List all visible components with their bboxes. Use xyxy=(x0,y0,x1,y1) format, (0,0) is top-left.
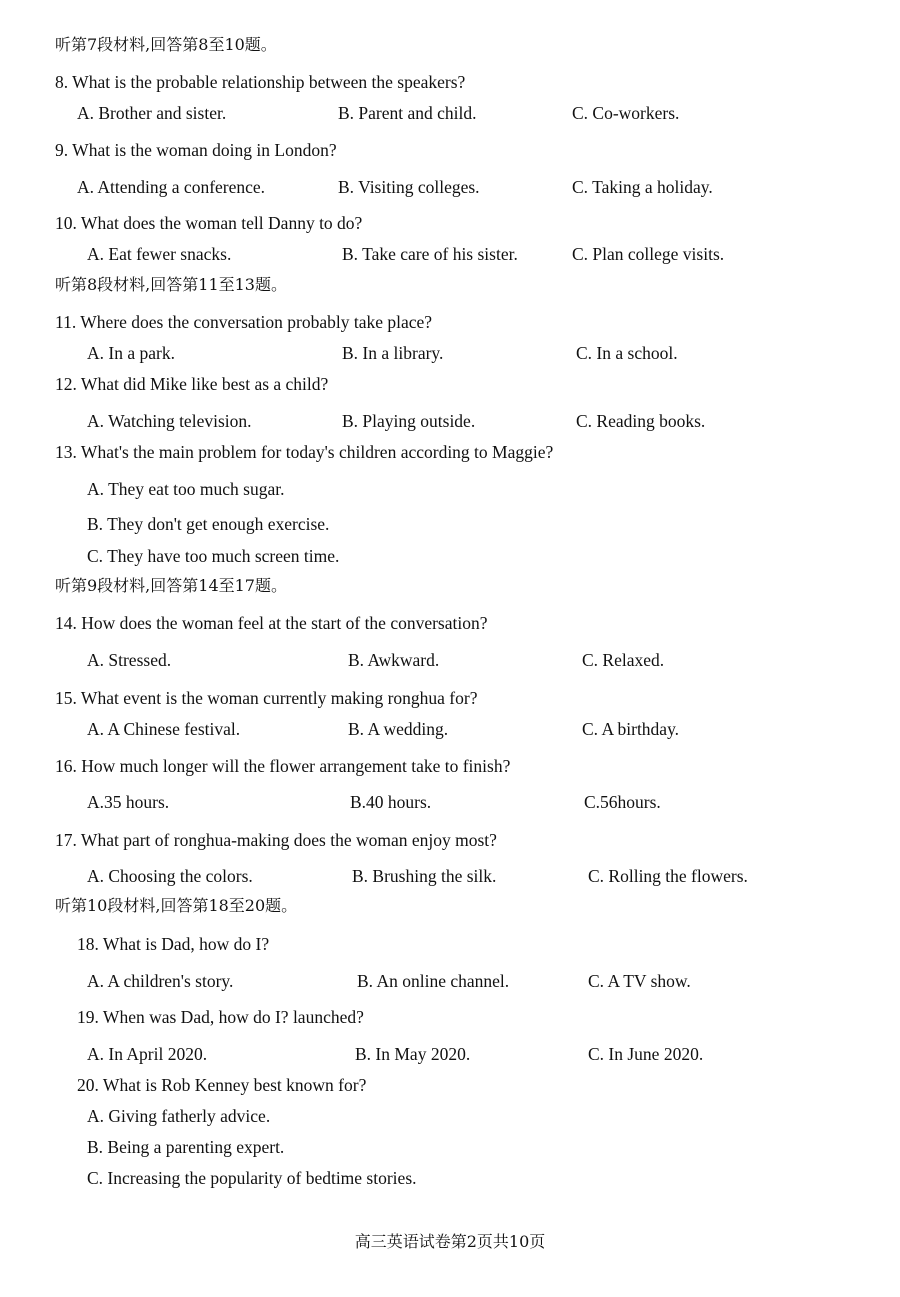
question-13: 13. What's the main problem for today's children according to Maggie? xyxy=(55,442,554,462)
option-a: A. Eat fewer snacks. xyxy=(87,244,232,264)
option-a: A. Watching television. xyxy=(87,411,252,431)
option-c: C. They have too much screen time. xyxy=(87,546,340,566)
option-a: A. They eat too much sugar. xyxy=(87,479,285,499)
option-a: A. A Chinese festival. xyxy=(87,719,241,739)
option-b: B.40 hours. xyxy=(350,792,432,812)
question-11: 11. Where does the conversation probably take place? xyxy=(55,312,433,332)
section-heading: 听第8段材料,回答第11至13题。 xyxy=(55,275,287,294)
option-c: C. Rolling the flowers. xyxy=(588,866,748,886)
question-16: 16. How much longer will the flower arrangement take to finish? xyxy=(55,756,511,776)
question-18: 18. What is Dad, how do I? xyxy=(77,934,270,954)
question-17: 17. What part of ronghua-making does the woman enjoy most? xyxy=(55,830,497,850)
question-8: 8. What is the probable relationship between the speakers? xyxy=(55,72,466,92)
option-b: B. Brushing the silk. xyxy=(352,866,497,886)
section-heading: 听第7段材料,回答第8至10题。 xyxy=(55,35,277,54)
option-b: B. They don't get enough exercise. xyxy=(87,514,330,534)
option-b: B. An online channel. xyxy=(357,971,510,991)
question-20: 20. What is Rob Kenney best known for? xyxy=(77,1075,367,1095)
option-b: B. In a library. xyxy=(342,343,444,363)
option-c: C. Reading books. xyxy=(576,411,706,431)
question-9: 9. What is the woman doing in London? xyxy=(55,140,337,160)
option-c: C. In June 2020. xyxy=(588,1044,704,1064)
option-b: B. Playing outside. xyxy=(342,411,476,431)
option-c: C. Co-workers. xyxy=(572,103,680,123)
option-b: B. A wedding. xyxy=(348,719,449,739)
option-a: A. Giving fatherly advice. xyxy=(87,1106,271,1126)
section-heading: 听第10段材料,回答第18至20题。 xyxy=(55,896,298,915)
option-a: A. In April 2020. xyxy=(87,1044,208,1064)
option-c: C. Taking a holiday. xyxy=(572,177,713,197)
option-a: A. In a park. xyxy=(87,343,175,363)
page-footer: 高三英语试卷第2页共10页 xyxy=(354,1232,546,1251)
option-c: C. In a school. xyxy=(576,343,678,363)
option-c: C. Relaxed. xyxy=(582,650,665,670)
option-b: B. Being a parenting expert. xyxy=(87,1137,285,1157)
question-12: 12. What did Mike like best as a child? xyxy=(55,374,329,394)
option-a: A. Brother and sister. xyxy=(77,103,227,123)
option-b: B. In May 2020. xyxy=(355,1044,471,1064)
option-c: C.56hours. xyxy=(584,792,661,812)
option-b: B. Visiting colleges. xyxy=(338,177,480,197)
question-19: 19. When was Dad, how do I? launched? xyxy=(77,1007,364,1027)
option-a: A.35 hours. xyxy=(87,792,170,812)
option-a: A. A children's story. xyxy=(87,971,234,991)
option-a: A. Choosing the colors. xyxy=(87,866,253,886)
question-14: 14. How does the woman feel at the start of the conversation? xyxy=(55,613,488,633)
option-b: B. Awkward. xyxy=(348,650,440,670)
option-a: A. Attending a conference. xyxy=(77,177,266,197)
section-heading: 听第9段材料,回答第14至17题。 xyxy=(55,576,287,595)
option-b: B. Take care of his sister. xyxy=(342,244,518,264)
question-15: 15. What event is the woman currently making ronghua for? xyxy=(55,688,478,708)
option-c: C. Plan college visits. xyxy=(572,244,725,264)
option-c: C. A TV show. xyxy=(588,971,691,991)
option-a: A. Stressed. xyxy=(87,650,172,670)
option-b: B. Parent and child. xyxy=(338,103,477,123)
question-10: 10. What does the woman tell Danny to do? xyxy=(55,213,363,233)
option-c: C. A birthday. xyxy=(582,719,680,739)
option-c: C. Increasing the popularity of bedtime stories. xyxy=(87,1168,417,1188)
